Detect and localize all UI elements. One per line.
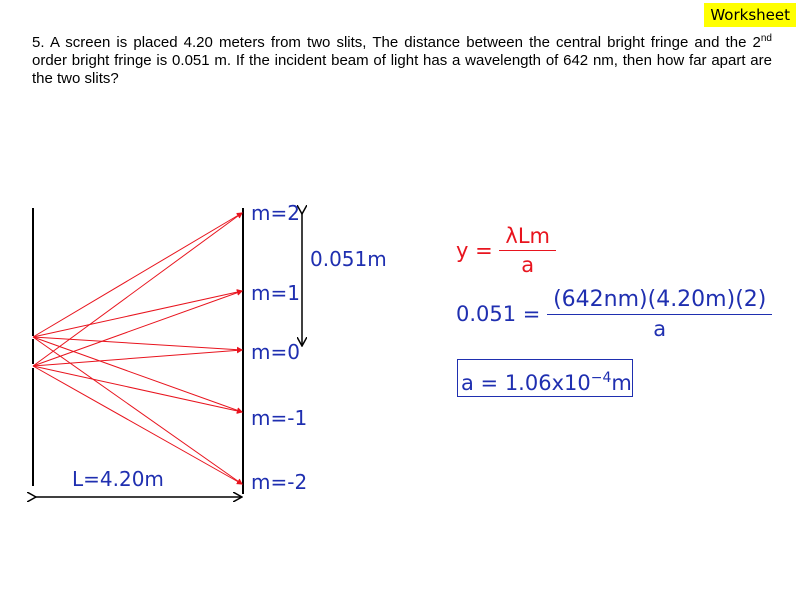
formula-denominator: a [521, 253, 535, 277]
problem-text-part-2: order bright fringe is 0.051 m. If the incident beam of light has a wavelength of 642 nm, then how far apart are the two slits? [32, 52, 772, 87]
fringe-label-m2: m=2 [251, 201, 300, 225]
ray-slit2-fringe2 [33, 291, 242, 366]
fringe-label-m-1: m=-1 [251, 406, 308, 430]
answer-unit: m [611, 371, 632, 395]
fringe-label-m1: m=1 [251, 281, 300, 305]
problem-number: 5. [32, 34, 45, 51]
ray-slit2-fringe3 [33, 350, 242, 366]
formula-lhs: y = [456, 238, 493, 263]
answer-box [457, 359, 633, 397]
formula-numerator: λLm [499, 224, 556, 251]
ray-slit2-fringe4 [33, 366, 242, 412]
worksheet-badge: Worksheet [704, 3, 796, 27]
ray-slit1-fringe2 [33, 291, 242, 337]
formula-equation [456, 224, 556, 277]
substituted-fraction [547, 287, 772, 341]
problem-text-part-1: A screen is placed 4.20 meters from two slits, The distance between the central bright fringe and the 2 [50, 34, 761, 51]
fringe-label-m-2: m=-2 [251, 470, 308, 494]
fringe-label-m0: m=0 [251, 340, 300, 364]
substituted-numerator: (642nm)(4.20m)(2) [547, 287, 772, 315]
light-rays [33, 213, 242, 484]
distance-label: L=4.20m [72, 467, 164, 491]
problem-superscript: nd [760, 33, 772, 44]
ray-slit1-fringe1 [33, 213, 242, 337]
substituted-denominator: a [653, 317, 667, 341]
answer-exponent: −4 [590, 370, 612, 386]
substituted-equation [456, 287, 772, 341]
substituted-lhs: 0.051 = [456, 302, 541, 326]
separation-label: 0.051m [310, 247, 387, 271]
ray-slit1-fringe5 [33, 337, 242, 484]
answer-main: a = 1.06x10 [461, 371, 591, 395]
formula-fraction [499, 224, 556, 277]
